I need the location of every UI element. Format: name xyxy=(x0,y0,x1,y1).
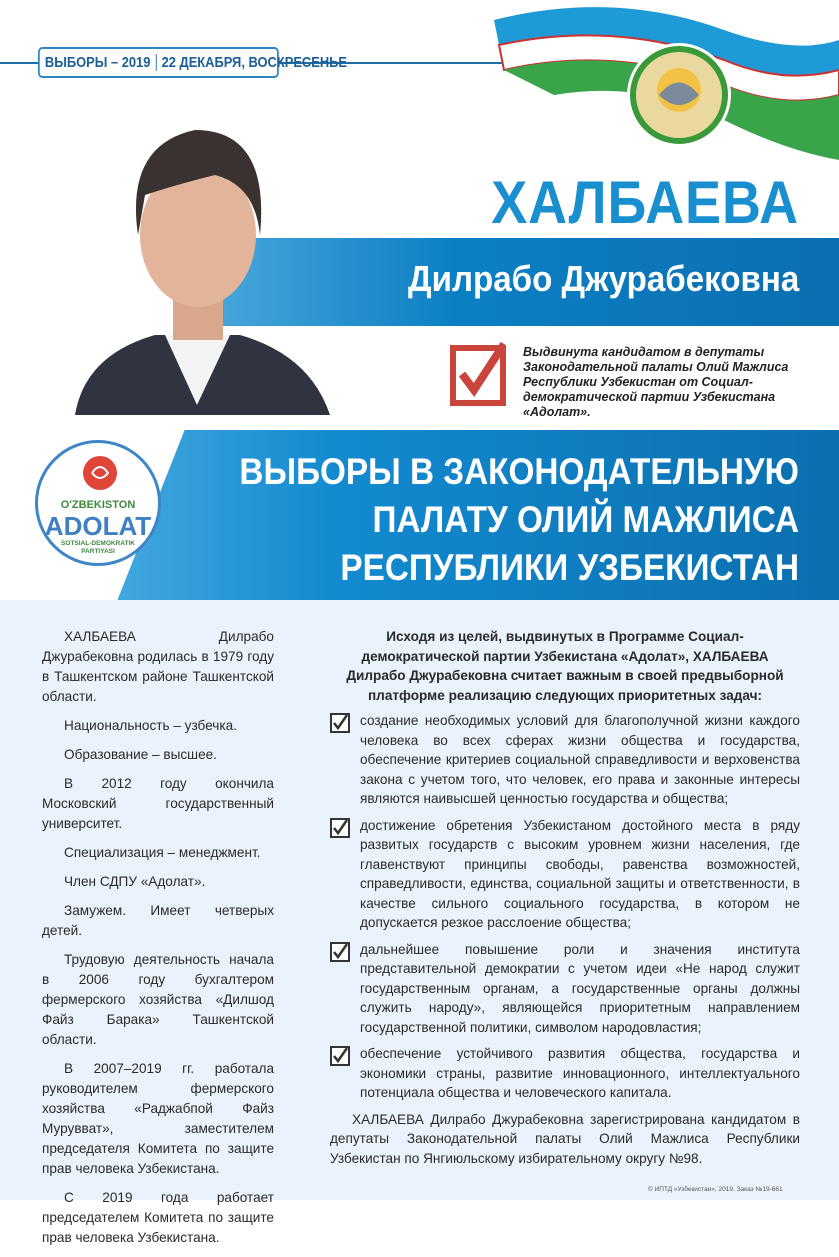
registration-statement: ХАЛБАЕВА Дилрабо Джурабековна зарегистрирована кандидатом в депутаты Законодательной палаты Олий Мажлиса Республики Узбекистан по Янгиюльскому избирательному округу №98. xyxy=(330,1111,800,1166)
party-logo xyxy=(35,440,161,566)
title-line: РЕСПУБЛИКИ УЗБЕКИСТАН xyxy=(340,547,799,588)
bio-paragraph: Образование – высшее. xyxy=(64,747,217,762)
program-item-text: дальнейшее повышение роли и значения института представительной демократии с учетом идеи «Не народ служит государственным органам, а государственные органы должны служить народу», являющейся приоритетным направлением государственной политики, символом народовластия; xyxy=(360,941,800,1035)
logo-bottom-text xyxy=(38,540,158,556)
bio-paragraph: Трудовую деятельность начала в 2006 году бухгалтером фермерского хозяйства «Дилшод Файз Барака» Ташкентской области. xyxy=(42,952,274,1047)
checkbox-icon xyxy=(330,713,350,733)
logo-name: ADOLAT xyxy=(44,511,152,541)
program-item xyxy=(330,816,800,933)
program-intro: Исходя из целей, выдвинутых в Программе Социал-демократической партии Узбекистана «Адолат», ХАЛБАЕВА Дилрабо Джурабековна считает важным в своей предвыборной платформе реализацию следующих приоритетных задач: xyxy=(346,629,784,703)
logo-top-text: O'ZBEKISTON xyxy=(60,499,136,511)
title-line: ПАЛАТУ ОЛИЙ МАЖЛИСА xyxy=(372,499,799,540)
title-line: ВЫБОРЫ В ЗАКОНОДАТЕЛЬНУЮ xyxy=(239,451,799,492)
candidate-given-names: Дилрабо Джурабековна xyxy=(407,258,799,299)
checkmark-icon xyxy=(450,338,506,406)
checkbox-icon xyxy=(330,942,350,962)
election-label: ВЫБОРЫ – 2019 xyxy=(40,54,157,71)
candidate-surname: ХАЛБАЕВА xyxy=(491,169,799,236)
election-date-banner xyxy=(38,47,348,78)
program xyxy=(330,627,800,1168)
nomination-statement: Выдвинута кандидатом в депутаты Законодательной палаты Олий Мажлиса Республики Узбекистан от Социал-демократической партии Узбекистана «Адолат». xyxy=(523,345,789,419)
flag-and-emblem xyxy=(494,0,839,160)
bio-paragraph: Член СДПУ «Адолат». xyxy=(64,874,206,889)
bio-paragraph: Специализация – менеджмент. xyxy=(64,845,261,860)
checkbox-icon xyxy=(330,1046,350,1066)
rose-icon xyxy=(80,453,120,495)
program-item-text: создание необходимых условий для благополучной жизни каждого человека во всех сферах жизни общества и государства, обеспечение критериев социальной справедливости и верховенства закона с учетом того, что человек, его права и законные интересы являются наивысшей ценностью государства и общества; xyxy=(360,713,800,806)
bio-paragraph: В 2012 году окончила Московский государственный университет. xyxy=(42,776,274,831)
election-title xyxy=(151,448,799,592)
biography xyxy=(42,627,274,1257)
program-item xyxy=(330,1044,800,1103)
program-item xyxy=(330,940,800,1038)
bio-paragraph: С 2019 года работает председателем Комитета по защите прав человека Узбекистана. xyxy=(42,1190,274,1245)
bio-paragraph: Замужем. Имеет четверых детей. xyxy=(42,903,274,938)
bio-paragraph: В 2007–2019 гг. работала руководителем фермерского хозяйства «Раджабпой Файз Мурувват», заместителем председателя Комитета по защите прав человека Узбекистана. xyxy=(42,1061,274,1176)
bio-paragraph: ХАЛБАЕВА Дилрабо Джурабековна родилась в 1979 году в Ташкентском районе Ташкентской области. xyxy=(42,629,274,704)
program-item xyxy=(330,711,800,809)
program-item-text: достижение обретения Узбекистаном достойного места в ряду развитых государств с высоким уровнем жизни населения, где главенствуют принципы свободы, равенства возможностей, справедливости, единства, социальной защиты и ответственности, в качестве сильного социального государства, в котором не допускается резкое расслоение общества; xyxy=(360,817,800,930)
logo-bottom-line: PARTIYASI xyxy=(81,548,115,555)
election-date: 22 ДЕКАБРЯ, ВОСКРЕСЕНЬЕ xyxy=(161,54,348,71)
checkbox-icon xyxy=(330,818,350,838)
bio-paragraph: Национальность – узбечка. xyxy=(64,718,237,733)
logo-bottom-line: SOTSIAL-DEMOKRATIK xyxy=(61,540,135,547)
program-item-text: обеспечение устойчивого развития общества, государства и экономики страны, развитие инновационного, интеллектуального потенциала общества и человеческого капитала. xyxy=(360,1046,800,1100)
candidate-photo xyxy=(55,85,340,415)
print-imprint: © ИПТД «Узбекистан», 2019. Заказ №19-661 xyxy=(648,1186,783,1193)
